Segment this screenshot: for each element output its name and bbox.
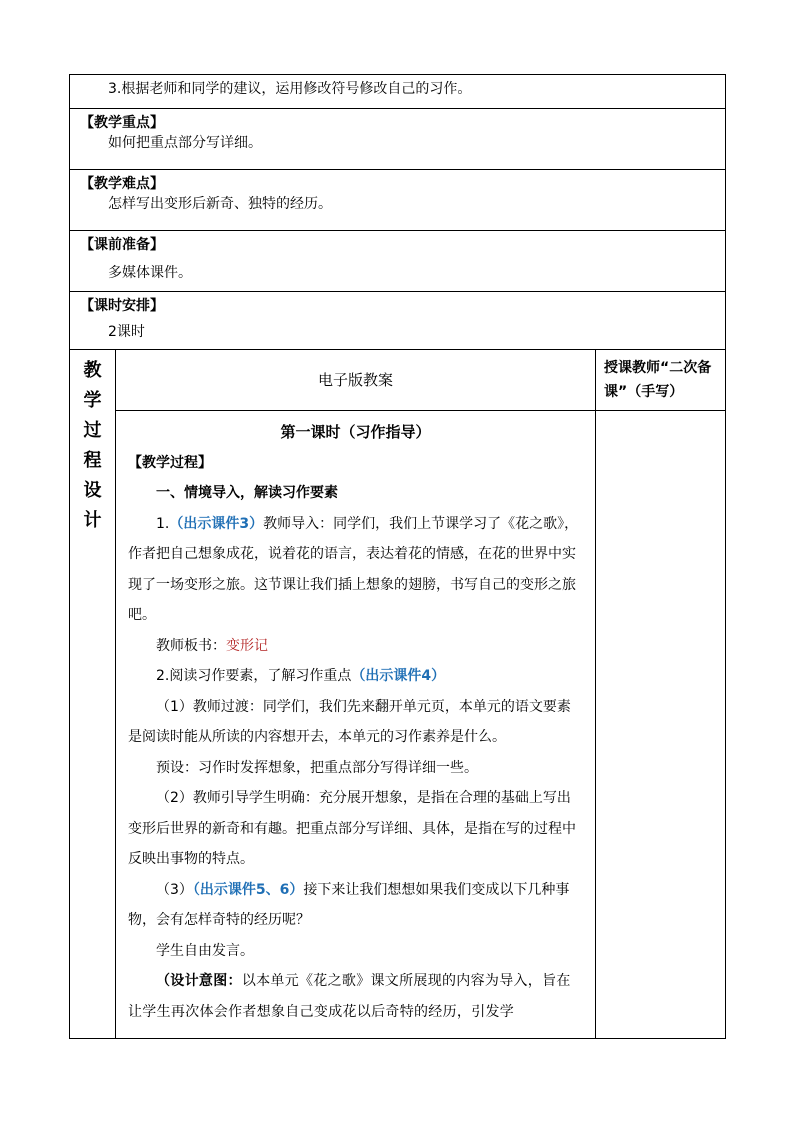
board-text: 变形记 — [226, 637, 268, 654]
teacher-notes-header: 授课教师“二次备课”（手写） — [596, 350, 726, 411]
electronic-plan-header: 电子版教案 — [116, 350, 596, 411]
side-char: 计 — [83, 510, 102, 531]
board-writing — [128, 631, 583, 662]
paragraph-7: 学生自由发言。 — [156, 942, 254, 959]
lesson-title: 第一课时（习作指导） — [280, 423, 431, 441]
difficulty-row — [70, 170, 726, 231]
schedule-text: 2课时 — [108, 324, 145, 340]
process-header-row — [70, 350, 726, 411]
p1-number: 1. — [156, 515, 170, 532]
courseware-3-ref: （出示课件3） — [169, 515, 264, 532]
lesson-plan-table — [69, 74, 726, 1039]
paragraph-5: （2）教师引导学生明确：充分展开想象，是指在合理的基础上写出变形后世界的新奇和有趣。把重点部分写详细、具体，是指在写的过程中反映出事物的特点。 — [128, 790, 576, 867]
objective-row — [70, 75, 726, 109]
key-point-heading: 【教学重点】 — [80, 115, 164, 131]
courseware-4-ref: （出示课件4） — [351, 668, 446, 684]
process-design-label — [70, 350, 116, 1039]
key-point-row — [70, 109, 726, 170]
key-point-text: 如何把重点部分写详细。 — [108, 135, 262, 151]
side-char: 设 — [83, 480, 102, 501]
side-char: 学 — [83, 390, 102, 411]
paragraph-4: 预设：习作时发挥想象，把重点部分写得详细一些。 — [156, 759, 478, 776]
paragraph-2 — [128, 661, 583, 692]
prep-row — [70, 231, 726, 292]
paragraph-1 — [128, 509, 583, 631]
process-heading: 【教学过程】 — [128, 454, 212, 471]
prep-heading: 【课前准备】 — [80, 237, 164, 253]
p1-text: 教师导入：同学们，我们上节课学习了《花之歌》，作者把自己想象成花，说着花的语言，表达着花的情感，在花的世界中实现了一场变形之旅。这节课让我们插上想象的翅膀，书写自己的变形之旅吧。 — [128, 515, 579, 623]
prep-text: 多媒体课件。 — [108, 265, 192, 281]
p6-number: （3） — [156, 881, 193, 898]
difficulty-heading: 【教学难点】 — [80, 176, 164, 192]
process-content-row — [70, 411, 726, 1039]
courseware-5-6-ref: （出示课件5、6） — [192, 881, 304, 898]
p2-text: 2.阅读习作要素，了解习作重点 — [156, 668, 352, 684]
paragraph-6 — [128, 875, 583, 936]
difficulty-text: 怎样写出变形后新奇、独特的经历。 — [108, 196, 332, 212]
teacher-notes-area[interactable] — [596, 411, 726, 1039]
design-text: 以本单元《花之歌》课文所展现的内容为导入，旨在让学生再次体会作者想象自己变成花以后奇特的经历，引发学 — [128, 973, 571, 1020]
design-intent — [128, 966, 583, 1027]
side-char: 教 — [83, 360, 102, 381]
side-char: 程 — [83, 450, 102, 471]
schedule-heading: 【课时安排】 — [80, 298, 164, 314]
p6-text: 接下来让我们想想如果我们变成以下几种事物，会有怎样奇特的经历呢？ — [128, 881, 570, 928]
design-label: （设计意图： — [156, 973, 242, 989]
paragraph-3: （1）教师过渡：同学们，我们先来翻开单元页，本单元的语文要素是阅读时能从所读的内容想开去，本单元的习作素养是什么。 — [128, 698, 571, 745]
schedule-row — [70, 292, 726, 350]
board-label: 教师板书： — [156, 637, 226, 654]
section-1-heading: 一、情境导入，解读习作要素 — [156, 485, 338, 501]
objective-3-text: 3.根据老师和同学的建议，运用修改符号修改自己的习作。 — [108, 81, 472, 97]
lesson-content — [116, 411, 596, 1039]
lesson-plan-page — [69, 74, 725, 1039]
side-char: 过 — [83, 420, 102, 441]
